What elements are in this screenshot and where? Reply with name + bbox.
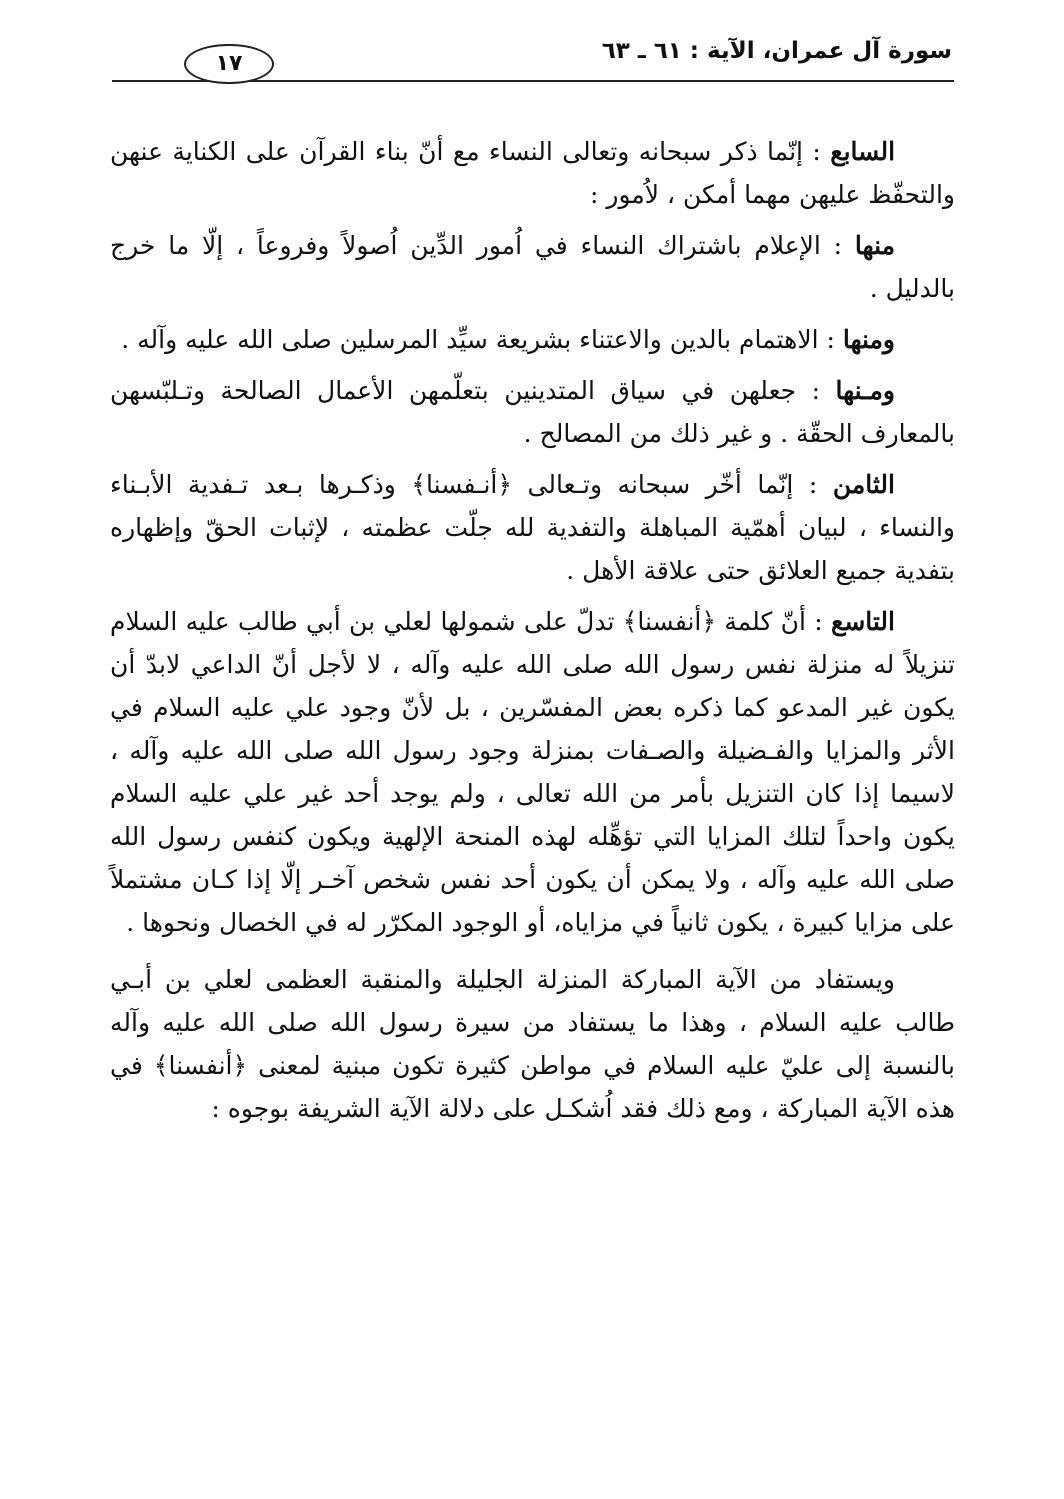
paragraph-text: ويستفاد من الآية المباركة المنزلة الجليلة والمنقبة العظمى لعلي بن أبـي طالب عليه السلام ، وهذا ما يستفاد من سيرة رسول الله صلى الله عليه وآله بالنسبة إلى عليّ عليه السلام في مواطن كثيرة تكون مبنية لمعنى ﴿أنفسنا﴾ في هذه الآية المباركة ، ومع ذلك فقد اُشكـل على دلالة الآية الشريفة بوجوه : xyxy=(110,965,955,1123)
paragraph-lead: ومـنها xyxy=(835,376,895,405)
paragraph-seventh xyxy=(110,130,955,216)
paragraph-conclusion xyxy=(110,958,955,1130)
paragraph-minha-3 xyxy=(110,369,955,455)
paragraph-ninth xyxy=(110,600,955,944)
page-header xyxy=(112,34,954,82)
paragraph-eighth xyxy=(110,463,955,592)
paragraph-minha-1 xyxy=(110,224,955,310)
paragraph-text: : إنّما ذكر سبحانه وتعالى النساء مع أنّ بناء القرآن على الكناية عنهن والتحفّظ عليهن مهما أمكن ، لاُمور : xyxy=(110,137,955,209)
paragraph-lead: الثامن xyxy=(832,470,895,499)
body-text xyxy=(110,130,955,1138)
paragraph-text: : جعلهن في سياق المتدينين بتعلّمهن الأعمال الصالحة وتـلبّسهن بالمعارف الحقّة . و غير ذلك من المصالح . xyxy=(110,376,955,448)
page-number: ١٧ xyxy=(184,44,274,84)
paragraph-text: : الاهتمام بالدين والاعتناء بشريعة سيِّد المرسلين صلى الله عليه وآله . xyxy=(121,325,835,354)
header-title: سورة آل عمران، الآية : ٦١ ـ ٦٣ xyxy=(601,38,952,64)
paragraph-lead: ومنها xyxy=(842,325,895,354)
paragraph-lead: السابع xyxy=(830,137,896,166)
paragraph-text: : إنّما أخّر سبحانه وتـعالى ﴿أنـفسنا﴾ وذكـرها بـعد تـفدية الأبـناء والنساء ، لبيان أهمّية المباهلة والتفدية لله جلّت عظمته ، لإثبات الحقّ وإظهاره بتفدية جميع العلائق حتى علاقة الأهل . xyxy=(110,470,955,585)
paragraph-lead: التاسع xyxy=(831,607,895,636)
paragraph-text: : أنّ كلمة ﴿أنفسنا﴾ تدلّ على شمولها لعلي بن أبي طالب عليه السلام تنزيلاً له منزلة نفس رسول الله صلى الله عليه وآله ، لا لأجل أنّ الداعي لابدّ أن يكون غير المدعو كما ذكره بعض المفسّرين ، بل لأنّ وجود علي عليه السلام في الأثر والمزايا والفـضيلة والصـفات بمنزلة وجود رسول الله صلى الله عليه وآله ، لاسيما إذا كان التنزيل بأمر من الله تعالى ، ولم يوجد أحد غير علي عليه السلام يكون واحداً لتلك المزايا التي تؤهِّله لهذه المنحة الإلهية ويكون كنفس رسول الله صلى الله عليه وآله ، ولا يمكن أن يكون أحد نفس شخص آخـر إلّا إذا كـان مشتملاً على مزايا كبيرة ، يكون ثانياً في مزاياه، أو الوجود المكرّر له في الخصال ونحوها . xyxy=(110,607,955,937)
paragraph-lead: منها xyxy=(854,231,895,260)
paragraph-minha-2 xyxy=(110,318,955,361)
paragraph-text: : الإعلام باشتراك النساء في اُمور الدِّين اُصولاً وفروعاً ، إلّا ما خرج بالدليل . xyxy=(110,231,955,303)
